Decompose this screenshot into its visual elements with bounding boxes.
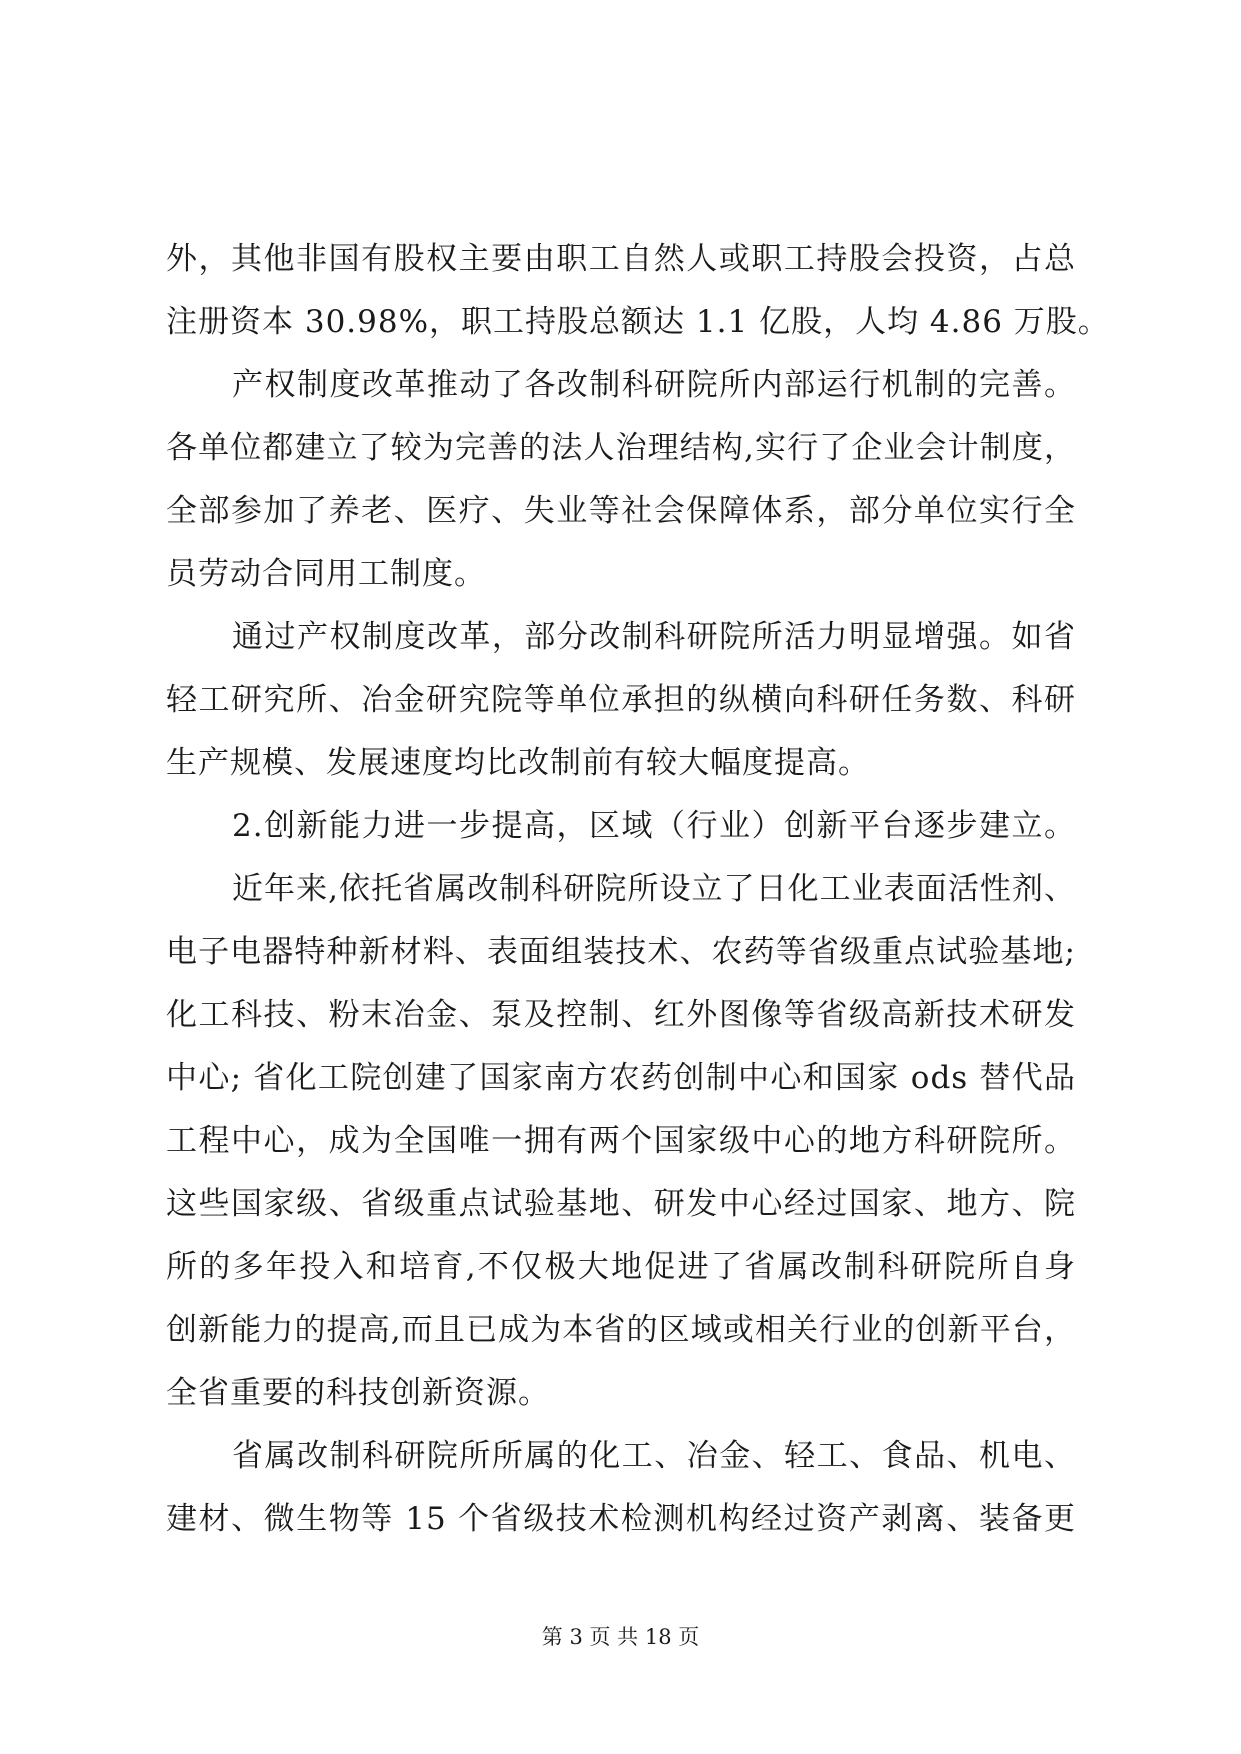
text-line: 轻工研究所、冶金研究院等单位承担的纵横向科研任务数、科研 (166, 682, 1076, 718)
text-line: 这些国家级、省级重点试验基地、研发中心经过国家、地方、院 (166, 1186, 1076, 1222)
text-line: 注册资本 30.98%，职工持股总额达 1.1 亿股，人均 4.86 万股。 (166, 304, 1110, 340)
text-line: 外，其他非国有股权主要由职工自然人或职工持股会投资，占总 (166, 241, 1076, 277)
text-line: 生产规模、发展速度均比改制前有较大幅度提高。 (166, 745, 870, 781)
text-line: 建材、微生物等 15 个省级技术检测机构经过资产剥离、装备更 (166, 1501, 1076, 1537)
text-line: 产权制度改革推动了各改制科研院所内部运行机制的完善。 (232, 367, 1076, 403)
text-line: 各单位都建立了较为完善的法人治理结构,实行了企业会计制度， (166, 430, 1076, 466)
text-line: 近年来,依托省属改制科研院所设立了日化工业表面活性剂、 (232, 871, 1076, 907)
text-line: 全部参加了养老、医疗、失业等社会保障体系，部分单位实行全 (166, 493, 1076, 529)
text-line: 全省重要的科技创新资源。 (166, 1375, 550, 1411)
text-line: 电子电器特种新材料、表面组装技术、农药等省级重点试验基地; (166, 934, 1076, 970)
section-heading: 2.创新能力进一步提高，区域（行业）创新平台逐步建立。 (232, 808, 1076, 844)
document-body (166, 228, 1110, 1551)
text-line: 所的多年投入和培育,不仅极大地促进了省属改制科研院所自身 (166, 1249, 1076, 1285)
text-line: 创新能力的提高,而且已成为本省的区域或相关行业的创新平台， (166, 1312, 1076, 1348)
page-number-footer: 第 3 页 共 18 页 (541, 1625, 700, 1649)
text-line: 中心; 省化工院创建了国家南方农药创制中心和国家 ods 替代品 (166, 1060, 1076, 1096)
text-line: 员劳动合同用工制度。 (166, 556, 486, 592)
text-line: 工程中心，成为全国唯一拥有两个国家级中心的地方科研院所。 (166, 1123, 1076, 1159)
text-line: 化工科技、粉末冶金、泵及控制、红外图像等省级高新技术研发 (166, 997, 1076, 1033)
text-line: 省属改制科研院所所属的化工、冶金、轻工、食品、机电、 (232, 1438, 1076, 1474)
text-line: 通过产权制度改革，部分改制科研院所活力明显增强。如省 (232, 619, 1076, 655)
